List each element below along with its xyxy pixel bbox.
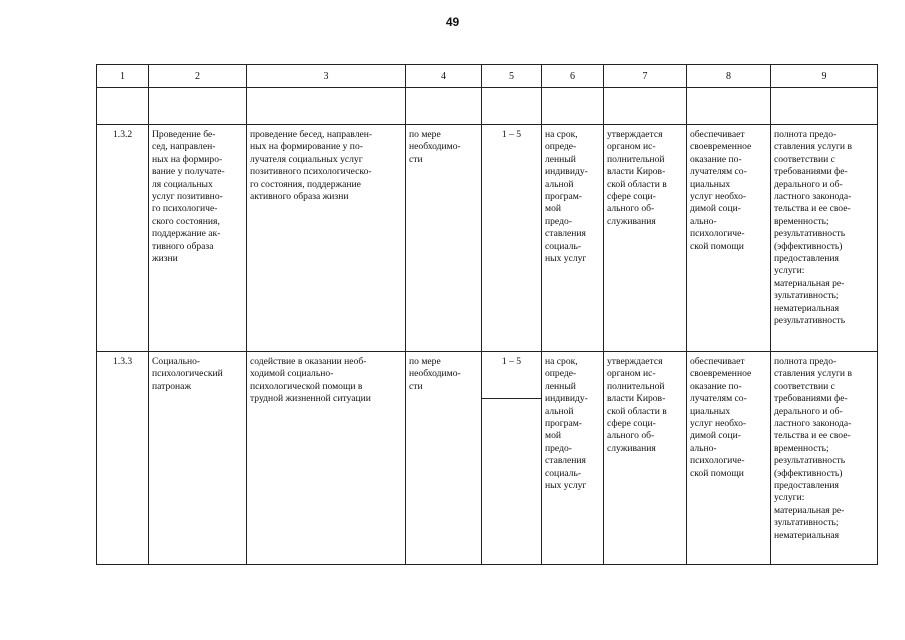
cell-divider (482, 398, 541, 399)
service-approval: утверждается органом ис- полнительной власти Киров- ской области в сфере соци- ального об- служивания (607, 356, 667, 454)
empty-row (97, 88, 878, 125)
header-col-4: 4 (406, 65, 482, 88)
count-cell (482, 125, 542, 352)
service-frequency: по мере необходимо- сти (409, 356, 461, 392)
services-table (96, 64, 878, 565)
header-col-3: 3 (247, 65, 406, 88)
empty-cell (97, 88, 149, 125)
service-count: 1 – 5 (501, 129, 522, 140)
header-col-8: 8 (687, 65, 771, 88)
service-name: Проведение бе- сед, направлен- ных на формиро- вание у получате- ля социальных услуг позитивно- го психологиче- ского состояния, поддержание ак- тивного образа жизни (152, 129, 225, 265)
page-number: 49 (445, 15, 460, 29)
service-approval: утверждается органом ис- полнительной власти Киров- ской области в сфере соци- ального об- служивания (607, 129, 667, 227)
service-provider: обеспечивает своевременное оказание по- лучателям со- циальных услуг необхо- димой соци- ально- психологиче- ской помощи (690, 356, 752, 479)
service-count: 1 – 5 (501, 356, 522, 367)
empty-cell (687, 88, 771, 125)
service-name-cell (149, 125, 247, 352)
service-description: проведение бесед, направлен- ных на формирование у по- лучателя социальных услуг позитивного психологическо- го состояния, поддержание активного образа жизни (250, 129, 373, 203)
empty-cell (604, 88, 687, 125)
row-number-cell (97, 125, 149, 352)
frequency-cell (406, 125, 482, 352)
empty-cell (149, 88, 247, 125)
row-number-cell (97, 352, 149, 565)
provider-cell (687, 352, 771, 565)
service-name-cell (149, 352, 247, 565)
table-row (97, 125, 878, 352)
service-description-cell (247, 352, 406, 565)
provider-cell (687, 125, 771, 352)
service-term: на срок, опреде- ленный индивиду- альной програм- мой предо- ставления социаль- ных услуг (545, 129, 588, 265)
frequency-cell (406, 352, 482, 565)
indicators-cell (771, 125, 878, 352)
table-row (97, 352, 878, 565)
service-frequency: по мере необходимо- сти (409, 129, 461, 165)
header-col-5: 5 (482, 65, 542, 88)
header-col-1: 1 (97, 65, 149, 88)
empty-cell (482, 88, 542, 125)
row-number: 1.3.3 (113, 356, 133, 367)
empty-cell (406, 88, 482, 125)
row-number: 1.3.2 (113, 129, 133, 140)
empty-cell (247, 88, 406, 125)
empty-cell (542, 88, 604, 125)
header-col-6: 6 (542, 65, 604, 88)
service-term: на срок, опреде- ленный индивиду- альной програм- мой предо- ставления социаль- ных услуг (545, 356, 588, 492)
header-row (97, 65, 878, 88)
count-cell (482, 352, 542, 565)
approval-cell (604, 352, 687, 565)
service-indicators: полнота предо- ставления услуги в соответствии с требованиями фе- дерального и об- ластного законода- тельства и ее свое- временность; результативность (эффективность) предоставления услуги: материальная ре- зультативность; нематериальная результативность (774, 129, 852, 327)
service-name: Социально- психологический патронаж (152, 356, 223, 392)
term-cell (542, 352, 604, 565)
approval-cell (604, 125, 687, 352)
header-col-9: 9 (771, 65, 878, 88)
header-col-7: 7 (604, 65, 687, 88)
service-indicators: полнота предо- ставления услуги в соответствии с требованиями фе- дерального и об- ластного законода- тельства и ее свое- временность; результативность (эффективность) предоставления услуги: материальная ре- зультативность; нематериальная (774, 356, 852, 541)
service-description: содействие в оказании необ- ходимой социально- психологической помощи в трудной жизненной ситуации (250, 356, 371, 405)
service-provider: обеспечивает своевременное оказание по- лучателям со- циальных услуг необхо- димой соци- ально- психологиче- ской помощи (690, 129, 752, 252)
header-col-2: 2 (149, 65, 247, 88)
indicators-cell (771, 352, 878, 565)
service-description-cell (247, 125, 406, 352)
empty-cell (771, 88, 878, 125)
term-cell (542, 125, 604, 352)
